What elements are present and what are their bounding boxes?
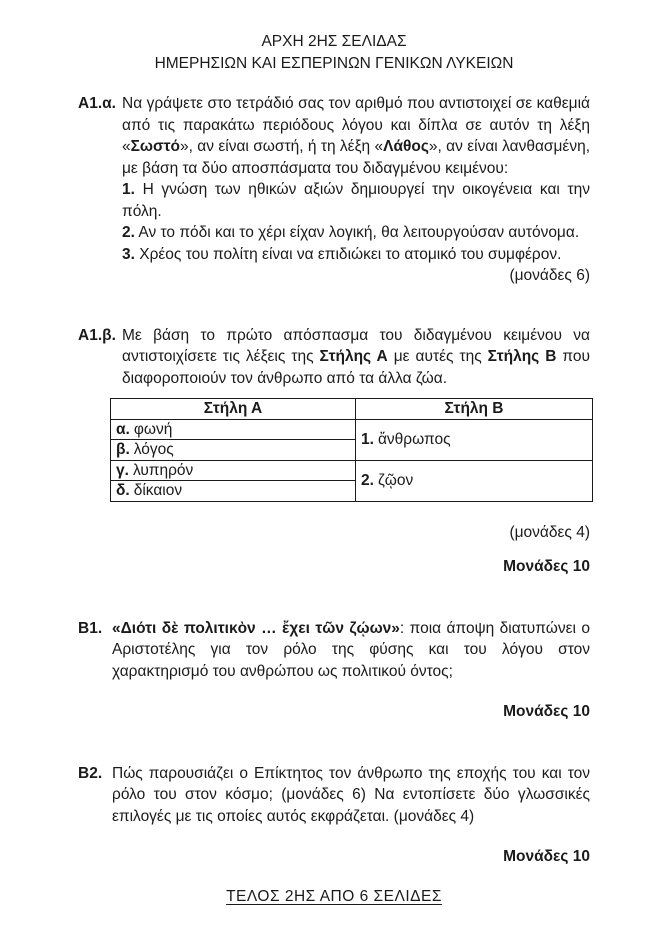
cell-key: α. <box>116 420 130 438</box>
question-b1-label: Β1. <box>78 619 103 637</box>
table-cell-b1 <box>356 419 593 460</box>
question-a1a-item-3: 3. Χρέος του πολίτη είναι να επιδιώκει το ατομικό του συμφέρον. <box>122 245 562 263</box>
question-a1b-text: Με βάση το πρώτο απόσπασμα του διδαγμένου κειμένου να αντιστοιχίσετε τις λέξεις της Στήλης Α με αυτές της Στήλης Β που διαφοροποιούν τον άνθρωπο από τα άλλα ζώα. <box>122 326 590 387</box>
cell-key: γ. <box>116 461 129 479</box>
table-header-row <box>111 399 593 420</box>
table-cell-b2 <box>356 460 593 501</box>
question-b1 <box>78 618 590 683</box>
total-points-a1: Μονάδες 10 <box>503 558 590 575</box>
cell-key: 1. <box>361 430 374 448</box>
page-footer <box>0 886 668 908</box>
question-a1a-label: Α1.α. <box>78 95 116 112</box>
points-note-a1a: (μονάδες 6) <box>509 267 590 284</box>
table-header-column-b: Στήλη Β <box>356 399 593 420</box>
table-row <box>111 419 593 440</box>
question-b1-body <box>112 618 590 683</box>
points-note-a1b: (μονάδες 4) <box>509 523 590 541</box>
question-a1a-item-2: 2. Αν το πόδι και το χέρι είχαν λογική, θα λειτουργούσαν αυτόνομα. <box>122 224 580 241</box>
page-footer-text: ΤΕΛΟΣ 2ΗΣ ΑΠΟ 6 ΣΕΛΙΔΕΣ <box>226 888 442 905</box>
cell-text: φωνή <box>133 420 173 438</box>
question-b2-body <box>112 763 590 828</box>
cell-text: λόγος <box>133 441 174 458</box>
page-header-line1: ΑΡΧΗ 2ΗΣ ΣΕΛΙΔΑΣ <box>261 33 407 50</box>
page-header-line2: ΗΜΕΡΗΣΙΩΝ ΚΑΙ ΕΣΠΕΡΙΝΩΝ ΓΕΝΙΚΩΝ ΛΥΚΕΙΩΝ <box>154 54 514 72</box>
page-header <box>78 31 590 74</box>
total-points-b2: Μονάδες 10 <box>503 848 590 865</box>
question-a1a <box>78 93 590 287</box>
question-a1b <box>78 325 590 390</box>
question-a1a-body <box>122 93 590 287</box>
table-cell-a4 <box>111 481 356 502</box>
table-cell-a1 <box>111 419 356 440</box>
table-header-column-a: Στήλη Α <box>111 399 356 420</box>
matching-table <box>110 398 593 502</box>
cell-key: δ. <box>116 482 130 499</box>
cell-text: ἄνθρωπος <box>377 430 451 448</box>
table-cell-a3 <box>111 460 356 481</box>
cell-key: 2. <box>361 471 374 489</box>
question-a1a-intro: Να γράψετε στο τετράδιό σας τον αριθμό που αντιστοιχεί σε καθεμιά από τις παρακάτω περιόδους λόγου και δίπλα σε αυτόν τη λέξη «Σωστό», αν είναι σωστή, ή τη λέξη «Λάθος», αν είναι λανθασμένη, με βάση τα δύο αποσπάσματα του διδαγμένου κειμένου: <box>122 95 590 177</box>
question-b2-text: Πώς παρουσιάζει ο Επίκτητος τον άνθρωπο της εποχής του και τον ρόλο του στον κόσμο; (μονάδες 6) Να εντοπίσετε δύο γλωσσικές επιλογές με τις οποίες αυτός εκφράζεται. (μονάδες 4) <box>112 764 590 825</box>
question-b1-text: «Διότι δὲ πολιτικὸν … ἔχει τῶν ζῴων»: ποια άποψη διατυπώνει ο Αριστοτέλης για τον ρόλο της φύσης και του λόγου στον χαρακτηρισμό του ανθρώπου ως πολιτικού όντος; <box>112 619 590 680</box>
cell-text: ζῷον <box>377 471 414 489</box>
table-row <box>111 460 593 481</box>
question-a1b-body <box>122 325 590 390</box>
question-a1a-item-1: 1. Η γνώση των ηθικών αξιών δημιουργεί την οικογένεια και την πόλη. <box>122 181 590 220</box>
cell-text: δίκαιον <box>133 482 183 499</box>
cell-key: β. <box>116 441 130 458</box>
total-points-b1: Μονάδες 10 <box>503 703 590 720</box>
question-a1b-label: Α1.β. <box>78 326 116 344</box>
table-cell-a2 <box>111 440 356 461</box>
question-b2 <box>78 763 590 828</box>
question-b2-label: Β2. <box>78 764 103 782</box>
cell-text: λυπηρόν <box>132 461 194 479</box>
